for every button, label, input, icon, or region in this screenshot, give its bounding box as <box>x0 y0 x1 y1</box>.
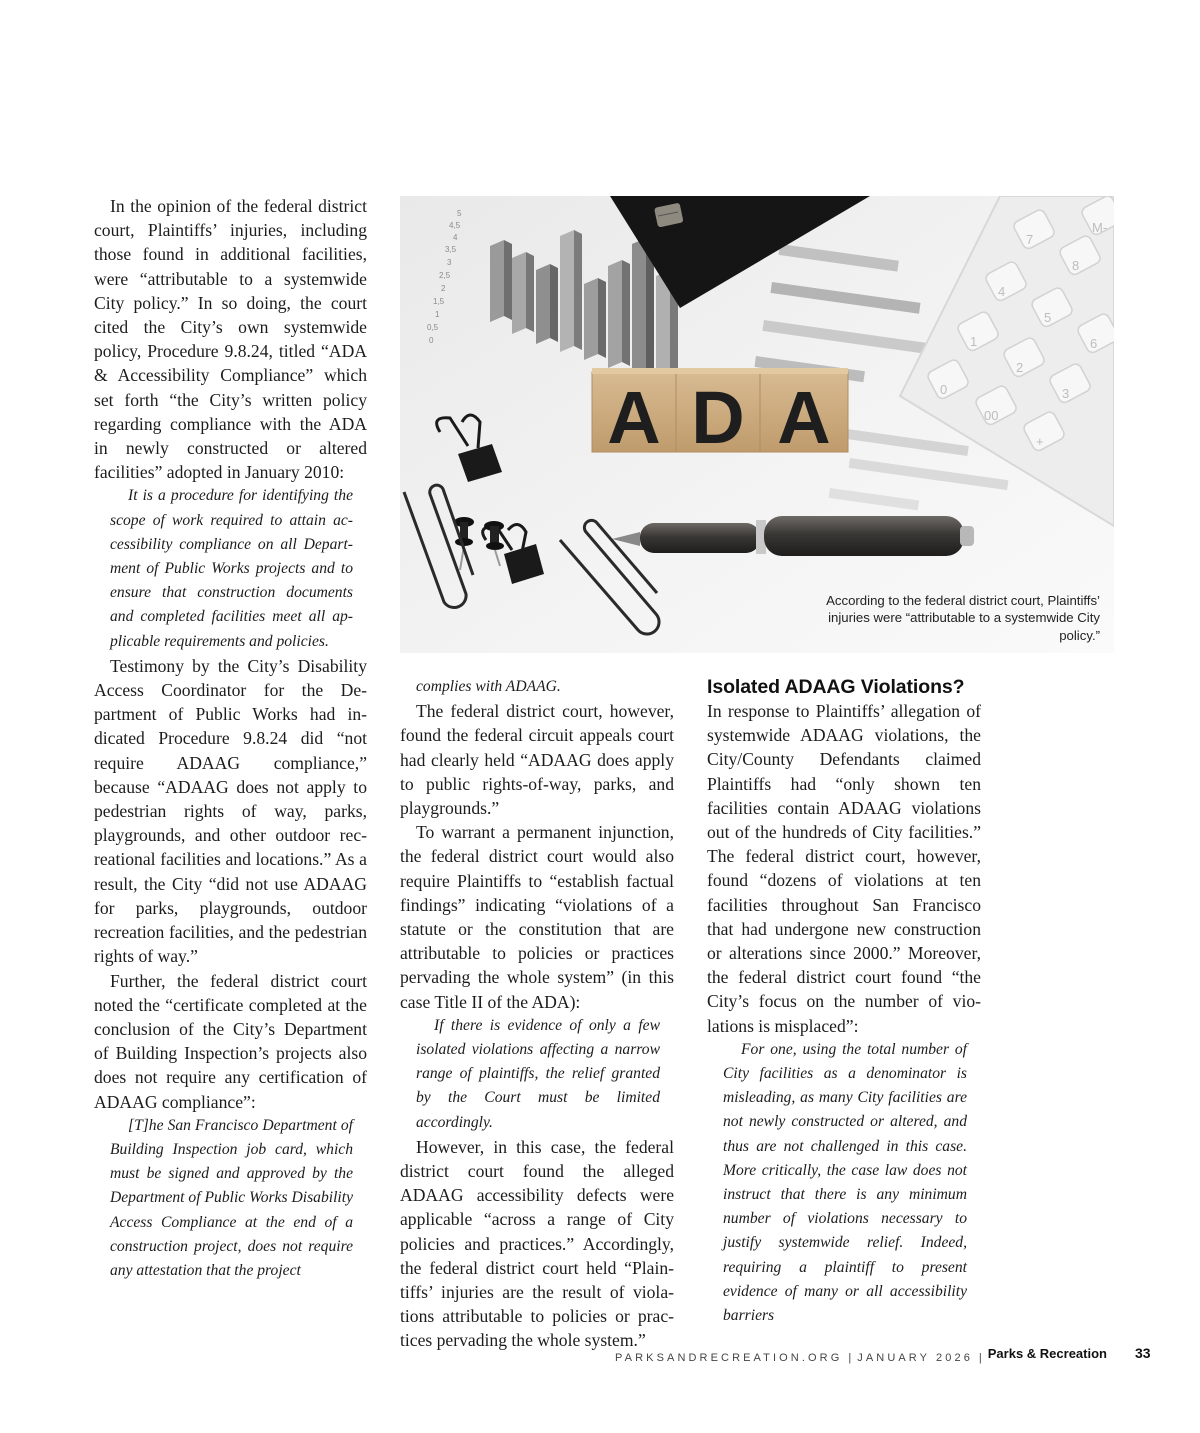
footer-separator: | <box>848 1352 852 1364</box>
col2-blockquote-1 <box>400 1014 674 1135</box>
axis-tick: 2 <box>441 284 446 293</box>
axis-tick: 1,5 <box>433 297 445 306</box>
block-letter: A <box>607 376 661 459</box>
col1-blockquote-2 <box>94 1114 367 1283</box>
col1-quote-1-text: It is a procedure for identifying the scope of work required to attain accessibility compliance on all Department of Public Works projects and to ensure that construction documents and completed facilities meet all applicable requirements and policies. <box>110 487 353 650</box>
calculator-key-label: 00 <box>984 408 999 423</box>
ada-blocks-photo <box>400 196 1114 653</box>
calculator-key-label: 3 <box>1062 386 1070 401</box>
col2-paragraph-2: To warrant a permanent injunction, the federal district court would also require Plaintiffs to “establish factual findings” indicating “violations of a statute or the constitution that are attributable to policies or practices pervading the whole system” (in this case Title II of the ADA): <box>400 822 674 1012</box>
calculator-key-label: 0 <box>940 382 948 397</box>
col2-paragraph-1: The federal district court, however, found the federal circuit appeals court had clearly held “ADAAG does apply to public rights-of-way, parks, and playgrounds.” <box>400 701 674 819</box>
article-column-3 <box>707 675 981 1328</box>
axis-tick: 5 <box>457 209 462 218</box>
col3-blockquote-1 <box>707 1038 981 1328</box>
footer-separator: | <box>978 1352 982 1364</box>
col1-quote-2-text: [T]he San Francisco Department of Building Inspection job card, which must be signed and approved by the Department of Public Works Disability Access Compliance at the end of a construction project, does not require any attestation that the project <box>110 1116 353 1279</box>
block-letter: A <box>777 376 831 459</box>
col2-quote-1-text: If there is evidence of only a few isolated violations affecting a narrow range of plaintiffs, the relief granted by the Court must be limited accordingly. <box>416 1016 660 1131</box>
page-number: 33 <box>1135 1345 1151 1361</box>
axis-tick: 1 <box>435 310 440 319</box>
photo-illustration <box>400 196 1114 653</box>
calculator-key-label: 5 <box>1044 310 1052 325</box>
col2-quote-continued-text: complies with ADAAG. <box>416 678 561 695</box>
col1-paragraph-1: In the opinion of the federal district court, Plaintiffs’ injuries, including those found in additional facilities, were “attributable to a systemwide City policy.” In so doing, the court cited the City’s own systemwide policy, Procedure 9.8.24, titled “ADA & Accessibility Compliance” which set forth “the City’s written policy regarding compliance with the ADA in newly constructed or altered facilities” adopted in January 2010: <box>94 196 367 483</box>
col3-paragraph-1: In response to Plaintiffs’ allegation of systemwide ADAAG violations, the City/County Defendants claimed Plaintiffs had “only shown ten facilities contain ADAAG violations out of the hundreds of City facilities.” The federal district court, however, found “dozens of violations at ten facilities throughout San Francisco that had undergone new construction or alterations since 2000.” Moreover, the federal district court found “the City’s focus on the number of violations is misplaced”: <box>707 701 981 1036</box>
block-letter: D <box>691 376 745 459</box>
col2-blockquote-continued <box>400 675 674 699</box>
ada-wooden-blocks <box>592 368 848 459</box>
axis-tick: 0 <box>429 336 434 345</box>
col1-blockquote-1 <box>94 484 367 653</box>
photo-caption: According to the federal district court, Plaintiffs’ injuries were “attributable to a systemwide City policy.” <box>826 592 1100 643</box>
axis-tick: 4,5 <box>449 221 461 230</box>
col2-paragraph-3: However, in this case, the federal district court found the alleged ADAAG accessibility defects were applicable “across a range of City policies and practices.” Accordingly, the federal district court held “Plaintiffs’ injuries are the result of violations attributable to policies or practices pervading the whole system.” <box>400 1136 674 1351</box>
axis-tick: 3,5 <box>445 245 457 254</box>
calculator-key-label: 1 <box>970 334 978 349</box>
calculator-key-label: + <box>1036 434 1044 449</box>
footer-issue: JANUARY 2026 <box>857 1352 973 1364</box>
axis-tick: 2,5 <box>439 271 451 280</box>
col1-paragraph-3: Further, the federal district court noted the “certificate completed at the conclusion of the City’s Department of Building Inspection’s projects also does not require any certification of ADAAG compliance”: <box>94 970 367 1112</box>
calculator-key-label: 6 <box>1090 336 1098 351</box>
axis-tick: 3 <box>447 258 452 267</box>
calculator-key-label: M- <box>1092 220 1108 235</box>
footer-site: PARKSANDRECREATION.ORG <box>615 1352 843 1364</box>
calculator-key-label: 7 <box>1026 232 1034 247</box>
section-heading: Isolated ADAAG Violations? <box>707 676 965 698</box>
article-column-2 <box>400 675 674 1353</box>
calculator-key-label: 8 <box>1072 258 1080 273</box>
calculator-key-label: 2 <box>1016 360 1024 375</box>
article-column-1 <box>94 194 367 1283</box>
axis-tick: 4 <box>453 233 458 242</box>
axis-tick: 0,5 <box>427 323 439 332</box>
calculator-key-label: 4 <box>998 284 1006 299</box>
page-footer <box>0 1345 1200 1369</box>
col3-quote-1-text: For one, using the total number of City facilities as a denominator is misleading, as many City facilities are not newly constructed or altered, and thus are not challenged in this case. More critically, the case law does not instruct that there is any minimum number of violations necessary to justify systemwide relief. Indeed, requiring a plaintiff to present evidence of many or all accessibility barriers <box>723 1040 967 1325</box>
col1-paragraph-2: Testimony by the City’s Disability Access Coordinator for the Department of Public Works had indicated Procedure 9.8.24 did “not require ADAAG compliance,” because “ADAAG does not apply to pedestrian rights of way, parks, playgrounds, and other outdoor recreational facilities and locations.” As a result, the City “did not use ADAAG for parks, playgrounds, outdoor recreation facilities, and the pedestrian rights of way.” <box>94 655 367 967</box>
footer-brand: Parks & Recreation <box>987 1346 1107 1361</box>
